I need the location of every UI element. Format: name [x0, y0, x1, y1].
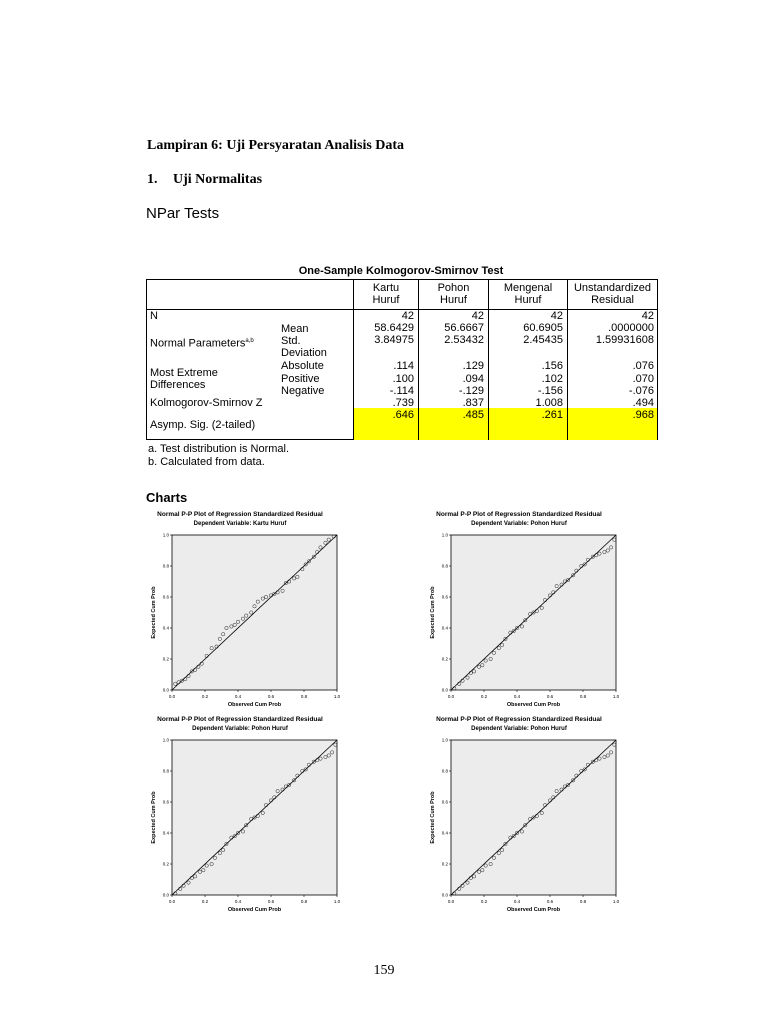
row-label-asymp: Asymp. Sig. (2-tailed) — [150, 419, 256, 431]
table-cell: -.129 — [458, 385, 484, 397]
table-cell: .837 — [462, 397, 484, 409]
row-label-mean: Mean — [281, 323, 309, 335]
x-tick-label: 1.0 — [612, 899, 619, 904]
section-title: Uji Normalitas — [173, 172, 263, 187]
table-cell: .114 — [393, 360, 414, 372]
table-cell: .968 — [632, 409, 654, 421]
section-number: 1. — [147, 172, 158, 187]
table-cell: .102 — [541, 373, 563, 385]
x-tick-label: 0.6 — [267, 899, 275, 904]
y-tick-label: 0.4 — [162, 830, 169, 836]
table-cell: 58.6429 — [374, 322, 414, 334]
table-cell: 1.008 — [535, 397, 563, 409]
table-cell: -.114 — [389, 385, 414, 397]
table-cell: .156 — [541, 360, 563, 372]
y-tick-label: 0.2 — [441, 656, 448, 662]
table-cell: .0000000 — [608, 322, 654, 334]
x-axis-label: Observed Cum Prob — [506, 907, 561, 913]
table-cell: 2.45435 — [523, 334, 563, 346]
x-tick-label: 0.8 — [579, 694, 587, 699]
y-tick-label: 0.8 — [162, 768, 169, 774]
y-tick-label: 0.4 — [441, 625, 448, 631]
table-cell: 42 — [471, 310, 484, 322]
footnote-a: a. Test distribution is Normal. — [148, 443, 290, 455]
y-tick-label: 0.2 — [441, 861, 448, 867]
col-header-mengenal: Mengenal Huruf — [503, 282, 553, 306]
x-tick-label: 1.0 — [333, 899, 340, 904]
npar-title: NPar Tests — [146, 205, 220, 222]
table-cell: .129 — [462, 360, 484, 372]
y-tick-label: 0.4 — [162, 625, 169, 631]
y-tick-label: 0.0 — [162, 687, 169, 693]
x-tick-label: 0.2 — [201, 694, 209, 699]
x-tick-label: 0.0 — [447, 694, 455, 699]
pp-plot-subtitle: Dependent Variable: Pohon Huruf — [471, 521, 567, 527]
row-label-normal-params: Normal Parameters$^{a,b}$ — [150, 337, 254, 350]
col-header-residual: Unstandardized Residual — [573, 282, 652, 306]
table-cell: .076 — [632, 360, 654, 372]
y-tick-label: 0.6 — [162, 799, 169, 805]
x-tick-label: 0.0 — [168, 694, 176, 699]
y-tick-label: 1.0 — [441, 737, 448, 743]
table-cell: .094 — [462, 373, 484, 385]
y-tick-label: 0.0 — [162, 892, 169, 898]
x-axis-label: Observed Cum Prob — [506, 702, 561, 708]
ks-table-title: One-Sample Kolmogorov-Smirnov Test — [298, 265, 504, 277]
x-axis-label: Observed Cum Prob — [227, 907, 282, 913]
x-tick-label: 0.4 — [513, 694, 521, 699]
y-tick-label: 0.0 — [441, 892, 448, 898]
y-axis-label: Expected Cum Prob — [430, 586, 436, 639]
table-cell: .494 — [632, 397, 654, 409]
pp-plot-title: Normal P-P Plot of Regression Standardized Residual — [436, 511, 602, 518]
x-tick-label: 0.6 — [267, 694, 275, 699]
table-cell: -.076 — [628, 385, 654, 397]
row-label-n: N — [150, 310, 158, 322]
pp-plot-subtitle: Dependent Variable: Pohon Huruf — [471, 726, 567, 732]
y-axis-label: Expected Cum Prob — [430, 791, 436, 844]
row-label-positive: Positive — [281, 373, 320, 385]
x-tick-label: 1.0 — [612, 694, 619, 699]
col-header-kartu: Kartu Huruf — [372, 282, 400, 306]
pp-plot-svg — [140, 511, 340, 711]
table-cell: 3.84975 — [374, 334, 414, 346]
pp-plot-subtitle: Dependent Variable: Pohon Huruf — [192, 726, 288, 732]
table-cell: .485 — [462, 409, 484, 421]
table-cell: .646 — [392, 409, 414, 421]
x-tick-label: 0.4 — [513, 899, 521, 904]
table-cell: 42 — [401, 310, 414, 322]
pp-plot-pohon-2 — [140, 716, 340, 916]
row-label-std: Std. — [281, 335, 301, 347]
table-cell: .070 — [632, 373, 654, 385]
table-cell: -.156 — [537, 385, 563, 397]
y-tick-label: 0.2 — [162, 656, 169, 662]
pp-plot-subtitle: Dependent Variable: Kartu Huruf — [193, 521, 287, 527]
col-header-pohon: Pohon Huruf — [437, 282, 470, 306]
y-tick-label: 1.0 — [162, 737, 169, 743]
x-tick-label: 0.0 — [168, 899, 176, 904]
table-cell: .739 — [392, 397, 414, 409]
x-tick-label: 0.2 — [201, 899, 209, 904]
row-label-deviation: Deviation — [281, 347, 327, 359]
pp-plot-kartu — [140, 511, 340, 711]
page-number: 159 — [373, 963, 395, 978]
pp-plot-title: Normal P-P Plot of Regression Standardized Residual — [157, 511, 323, 518]
table-cell: 2.53432 — [444, 334, 484, 346]
pp-plot-title: Normal P-P Plot of Regression Standardized Residual — [436, 716, 602, 723]
table-cell: 42 — [550, 310, 563, 322]
footnote-b: b. Calculated from data. — [148, 456, 265, 468]
table-cell: .100 — [392, 373, 414, 385]
pp-plot-pohon-3 — [419, 716, 619, 916]
pp-plot-pohon — [419, 511, 619, 711]
pp-plot-svg — [419, 511, 619, 711]
y-tick-label: 0.2 — [162, 861, 169, 867]
charts-title: Charts — [146, 490, 188, 505]
row-label-ks-z: Kolmogorov-Smirnov Z — [150, 397, 263, 409]
pp-plot-svg — [419, 716, 619, 916]
y-tick-label: 0.6 — [441, 799, 448, 805]
x-tick-label: 1.0 — [333, 694, 340, 699]
row-label-most-extreme: Most Extreme Differences — [150, 367, 218, 391]
y-tick-label: 1.0 — [441, 532, 448, 538]
x-tick-label: 0.8 — [579, 899, 587, 904]
x-tick-label: 0.2 — [480, 694, 488, 699]
x-tick-label: 0.2 — [480, 899, 488, 904]
x-tick-label: 0.4 — [234, 694, 242, 699]
x-tick-label: 0.8 — [300, 694, 308, 699]
row-label-absolute: Absolute — [281, 360, 324, 372]
y-axis-label: Expected Cum Prob — [151, 791, 157, 844]
x-tick-label: 0.8 — [300, 899, 308, 904]
row-label-negative: Negative — [281, 385, 325, 397]
table-cell: .261 — [541, 409, 563, 421]
x-tick-label: 0.0 — [447, 899, 455, 904]
x-tick-label: 0.6 — [546, 899, 554, 904]
pp-plot-svg — [140, 716, 340, 916]
x-axis-label: Observed Cum Prob — [227, 702, 282, 708]
y-tick-label: 0.6 — [162, 594, 169, 600]
x-tick-label: 0.4 — [234, 899, 242, 904]
appendix-heading: Lampiran 6: Uji Persyaratan Analisis Data — [147, 138, 405, 153]
ks-table — [146, 279, 658, 440]
table-cell: 56.6667 — [444, 322, 484, 334]
x-tick-label: 0.6 — [546, 694, 554, 699]
y-tick-label: 0.8 — [441, 768, 448, 774]
y-tick-label: 0.4 — [441, 830, 448, 836]
y-tick-label: 1.0 — [162, 532, 169, 538]
y-tick-label: 0.0 — [441, 687, 448, 693]
y-tick-label: 0.6 — [441, 594, 448, 600]
table-cell: 1.59931608 — [595, 334, 654, 346]
table-cell: 42 — [641, 310, 654, 322]
section-heading — [147, 172, 262, 188]
y-axis-label: Expected Cum Prob — [151, 586, 157, 639]
y-tick-label: 0.8 — [162, 563, 169, 569]
y-tick-label: 0.8 — [441, 563, 448, 569]
pp-plot-title: Normal P-P Plot of Regression Standardized Residual — [157, 716, 323, 723]
table-cell: 60.6905 — [523, 322, 563, 334]
